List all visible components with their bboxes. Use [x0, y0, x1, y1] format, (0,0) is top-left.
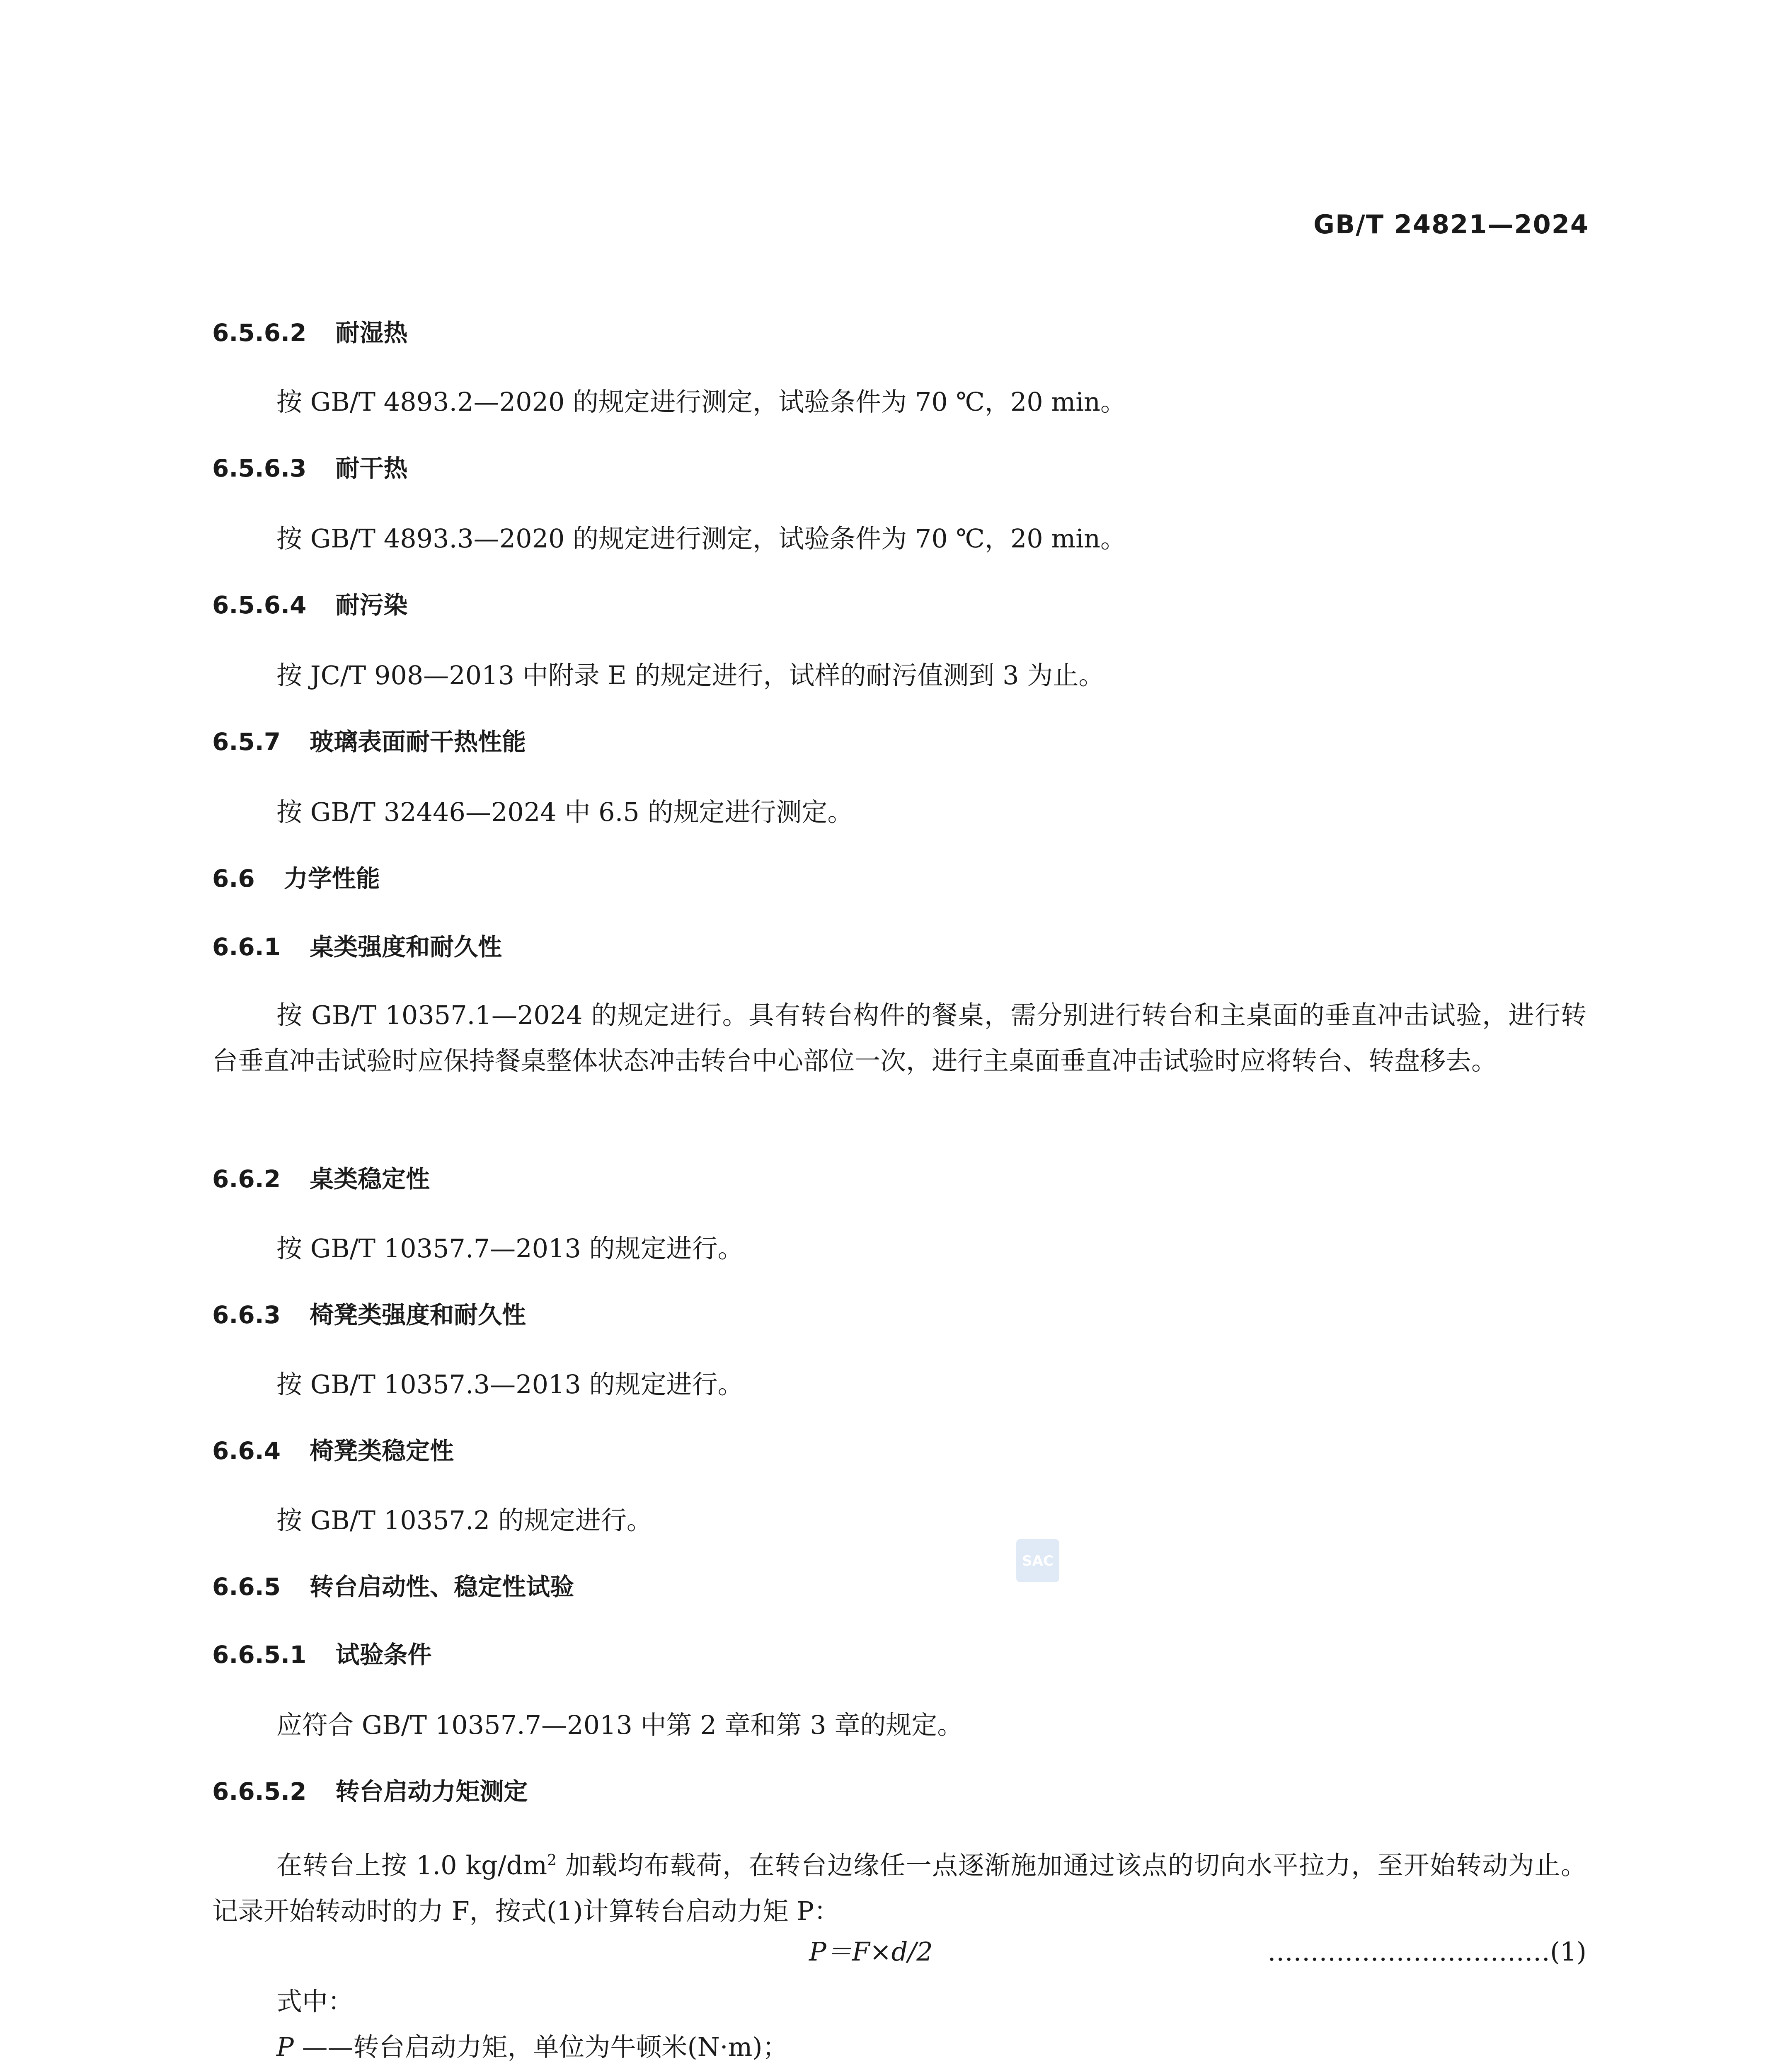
where-intro: 式中：	[276, 1986, 354, 2016]
paragraph: 按 GB/T 10357.3—2013 的规定进行。	[276, 1369, 744, 1399]
section-heading: 6.6.1 桌类强度和耐久性	[212, 933, 502, 961]
section-heading: 6.5.6.2 耐湿热	[212, 319, 408, 347]
paragraph: 按 GB/T 10357.1—2024 的规定进行。具有转台构件的餐桌，需分别进行转台和主桌面的垂直冲击试验，进行转台垂直冲击试验时应保持餐桌整体状态冲击转台中心部位一次，进行主桌面垂直冲击试验时应将转台、转盘移去。	[212, 1000, 1586, 1076]
paragraph: 按 JC/T 908—2013 中附录 E 的规定进行，试样的耐污值测到 3 为止。	[276, 660, 1104, 690]
section-heading: 6.6.3 椅凳类强度和耐久性	[212, 1301, 526, 1329]
paragraph: 按 GB/T 10357.2 的规定进行。	[276, 1505, 652, 1535]
section-heading: 6.5.6.3 耐干热	[212, 454, 408, 482]
section-heading: 6.5.6.4 耐污染	[212, 591, 408, 619]
paragraph: 按 GB/T 10357.7—2013 的规定进行。	[276, 1233, 744, 1264]
section-heading: 6.6.4 椅凳类稳定性	[212, 1437, 454, 1465]
paragraph: 按 GB/T 4893.2—2020 的规定进行测定，试验条件为 70 ℃，20 min。	[276, 387, 1126, 417]
section-heading: 6.6.5 转台启动性、稳定性试验	[212, 1573, 574, 1601]
where-item: P ——转台启动力矩，单位为牛顿米(N·m)；	[276, 2032, 788, 2062]
svg-text:SAC: SAC	[1022, 1553, 1054, 1569]
formula-number: ……………………………(1)	[1267, 1936, 1586, 1967]
formula: P＝F×d/2	[809, 1936, 933, 1967]
section-heading: 6.6.5.2 转台启动力矩测定	[212, 1777, 528, 1806]
section-heading: 6.6 力学性能	[212, 864, 380, 893]
sac-watermark-logo	[1015, 1537, 1061, 1584]
paragraph: 应符合 GB/T 10357.7—2013 中第 2 章和第 3 章的规定。	[276, 1710, 963, 1740]
standard-number: GB/T 24821—2024	[1313, 209, 1589, 240]
paragraph: 在转台上按 1.0 $kg/dm^2$ 加载均布载荷，在转台边缘任一点逐渐施加通过该点的切向水平拉力，至开始转动为止。记录开始转动时的力 F，按式(1)计算转台启动力矩 P：	[212, 1850, 1586, 1926]
paragraph: 按 GB/T 4893.3—2020 的规定进行测定，试验条件为 70 ℃，20 min。	[276, 523, 1126, 554]
section-heading: 6.5.7 玻璃表面耐干热性能	[212, 728, 526, 756]
paragraph: 按 GB/T 32446—2024 中 6.5 的规定进行测定。	[276, 797, 853, 827]
section-heading: 6.6.2 桌类稳定性	[212, 1165, 430, 1193]
section-heading: 6.6.5.1 试验条件	[212, 1641, 432, 1669]
